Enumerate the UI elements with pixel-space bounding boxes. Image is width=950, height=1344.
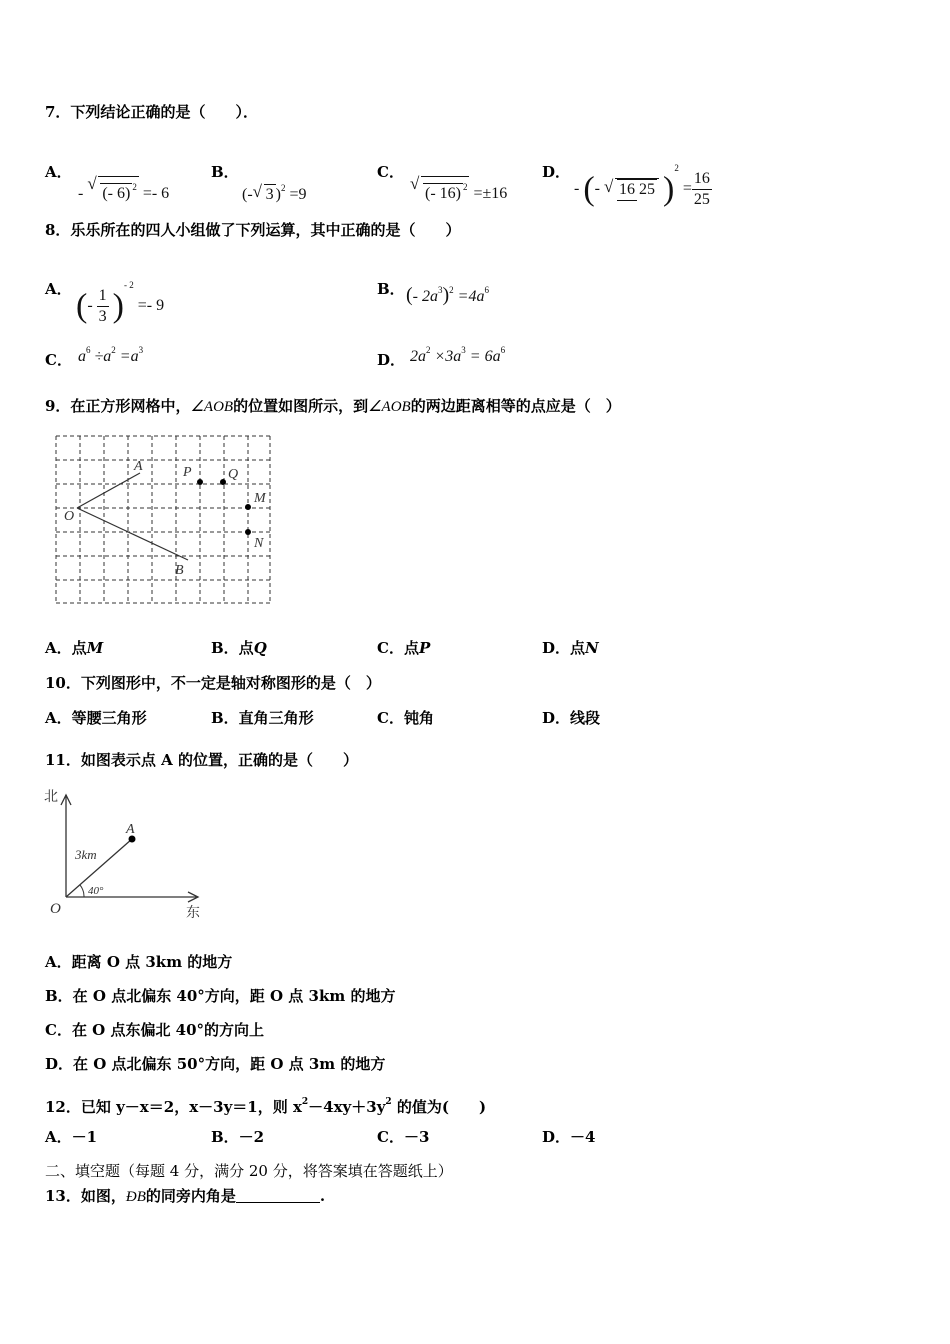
q7-option-a-label: A． [45,163,72,181]
angle-label: 40° [88,885,104,897]
section-2-heading: 二、填空题（每题 4 分，满分 20 分，将答案填在答题纸上） [45,1162,453,1180]
point-m-dot [245,504,251,510]
q10-option-b: B．直角三角形 [211,709,314,727]
point-n-dot [245,529,251,535]
q7-option-d-expr: - (- √ 16 25 )$^2$ = $\frac{16}{25}$ [574,142,712,215]
q12-option-c: C．－3 [377,1128,430,1146]
east-label: 东 [186,905,200,921]
q9-option-d: D．点N [542,639,599,657]
q13-answer-blank[interactable] [236,1188,320,1203]
origin-label: O [50,901,61,917]
point-p-dot [197,479,203,485]
point-a-label: A [126,822,135,837]
label-p: P [183,465,192,480]
q12-option-b: B．－2 [211,1128,265,1146]
q7-option-c-label: C． [377,163,404,181]
label-m: M [254,491,266,506]
label-a: A [134,459,143,474]
q7-option-d-label: D． [542,163,571,181]
q9-grid-figure [50,430,278,610]
q8-option-b-expr: (- $2a^3)^2 =4a^6$ [406,284,489,306]
q8-option-d-expr: $2a^2 \times 3a^3 = 6a^6$ [410,345,506,365]
q8-option-a-expr: (- $\frac{1}{3}$ )$^{- 2}$ =- 9 [76,280,165,325]
q8-option-a-label: A． [45,280,72,298]
q8-option-c-label: C． [45,351,72,369]
q7-option-b-expr: (-√ 3 )$^2$ =9 [242,178,307,205]
label-b: B [175,563,184,578]
q11-direction-figure [40,785,220,925]
q8-option-d-label: D． [377,351,406,369]
label-o: O [64,509,75,524]
distance-label: 3km [75,847,97,862]
q10-stem: 10．下列图形中，不一定是轴对称图形的是（ ） [45,674,381,692]
q11-option-d: D．在 O 点北偏东 50°方向，距 O 点 3m 的地方 [45,1055,386,1073]
label-n: N [254,536,264,551]
point-q-dot [220,479,226,485]
q9-option-a: A．点M [45,639,104,657]
q12-option-a: A．－1 [45,1128,98,1146]
q10-option-c: C．钝角 [377,709,434,727]
q7-option-a-expr: - √ (- 6) $^2$ =- 6 [78,176,169,204]
q7-option-b-label: B． [211,163,239,181]
q9-stem: 9．在正方形网格中，∠AOB的位置如图所示，到∠AOB的两边距离相等的点应是（ ） [45,397,621,415]
q12-stem: 12．已知 y－x＝2，x－3y＝1，则 $x^2-4xy+3y^2$ 的值为( ) [45,1097,487,1116]
q9-option-c: C．点P [377,639,431,657]
q8-option-b-label: B． [377,280,405,298]
q11-option-c: C．在 O 点东偏北 40°的方向上 [45,1021,265,1039]
q7-option-c-expr: √ (- 16) $^2$ =±16 [410,176,507,204]
q7-stem: 7．下列结论正确的是（ ）． [45,103,258,121]
q8-stem: 8．乐乐所在的四人小组做了下列运算，其中正确的是（ ） [45,221,461,239]
angle-arc [80,885,84,897]
q13-stem: 13．如图，ÐB的同旁内角是 . [45,1187,326,1205]
q11-option-b: B．在 O 点北偏东 40°方向，距 O 点 3km 的地方 [45,987,396,1005]
ray-oa [77,473,140,508]
q8-option-c-expr: $a^6 \div a^2 =a^3$ [78,345,144,365]
q10-option-a: A．等腰三角形 [45,709,147,727]
q12-option-d: D．－4 [542,1128,596,1146]
q11-stem: 11．如图表示点 A 的位置，正确的是（ ） [45,751,358,769]
q11-option-a: A．距离 O 点 3km 的地方 [45,953,233,971]
north-label: 北 [44,789,58,805]
label-q: Q [228,467,239,482]
q10-option-d: D．线段 [542,709,601,727]
q9-option-b: B．点Q [211,639,267,657]
ray-ob [77,508,188,560]
